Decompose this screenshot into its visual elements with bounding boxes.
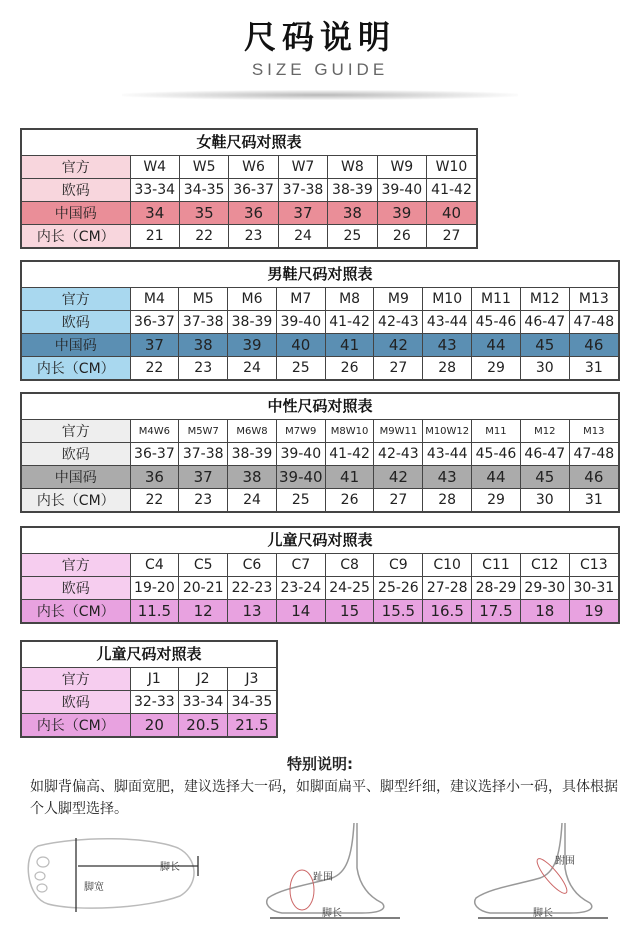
note-text: 如脚背偏高、脚面宽肥，建议选择大一码，如脚面扁平、脚型纤细，建议选择小一码，具体根据个人脚型选择。 (30, 779, 618, 817)
size-cell: 27 (374, 357, 423, 380)
size-cell: 13 (228, 600, 277, 623)
size-cell: 40 (427, 202, 476, 225)
table-row-cn (22, 202, 476, 225)
size-cell: 47-48 (569, 311, 618, 334)
page-title: 尺码说明 (243, 18, 396, 56)
row-label: 内长（CM） (22, 714, 130, 737)
size-cell: 44 (472, 334, 521, 357)
size-cell: M5W7 (179, 420, 228, 443)
size-cell: M11 (472, 420, 521, 443)
size-cell: M13 (569, 288, 618, 311)
mens-size-table (20, 260, 620, 381)
size-cell: 46-47 (520, 311, 569, 334)
size-cell: 26 (377, 225, 426, 248)
womens-size-table (20, 128, 478, 249)
row-label: 欧码 (22, 577, 130, 600)
size-cell: W8 (328, 156, 377, 179)
size-cell: 41 (325, 466, 374, 489)
size-cell: M8W10 (325, 420, 374, 443)
size-cell: 25 (276, 357, 325, 380)
size-cell: M9W11 (374, 420, 423, 443)
size-cell: M5 (179, 288, 228, 311)
size-cell: 24 (228, 489, 277, 512)
size-cell: M10W12 (423, 420, 472, 443)
size-cell: 25 (276, 489, 325, 512)
size-cell: 37-38 (278, 179, 327, 202)
size-cell: 27 (374, 489, 423, 512)
size-cell: M12 (520, 420, 569, 443)
note-title: 特别说明: (287, 755, 353, 773)
size-cell: 43 (423, 334, 472, 357)
size-cell: 42-43 (374, 311, 423, 334)
size-cell: 41 (325, 334, 374, 357)
size-cell: 34-35 (179, 179, 228, 202)
size-cell: 21.5 (227, 714, 276, 737)
size-cell: 23 (179, 357, 228, 380)
size-cell: J1 (130, 668, 179, 691)
foot-width-label: 脚宽 (84, 882, 104, 893)
row-label: 欧码 (22, 443, 130, 466)
size-cell: 22 (130, 357, 179, 380)
size-cell: C7 (276, 554, 325, 577)
foot-length-label-2: 脚长 (322, 908, 342, 919)
size-cell: 37 (179, 466, 228, 489)
size-cell: 43-44 (423, 443, 472, 466)
size-cell: 24 (228, 357, 277, 380)
row-label: 官方 (22, 288, 130, 311)
size-cell: 37 (278, 202, 327, 225)
size-cell: 26 (325, 489, 374, 512)
row-label: 内长（CM） (22, 357, 130, 380)
size-cell: W5 (179, 156, 228, 179)
size-cell: 11.5 (130, 600, 179, 623)
size-cell: C9 (374, 554, 423, 577)
size-cell: 38-39 (328, 179, 377, 202)
size-cell: 24-25 (325, 577, 374, 600)
foot-length-label-3: 脚长 (533, 908, 553, 919)
size-cell: 42 (374, 466, 423, 489)
size-cell: C10 (423, 554, 472, 577)
size-cell: 39-40 (276, 311, 325, 334)
size-cell: 36-37 (130, 443, 179, 466)
kids-size-table-j (20, 640, 278, 738)
size-cell: W10 (427, 156, 476, 179)
size-cell: 38 (179, 334, 228, 357)
size-cell: M4 (130, 288, 179, 311)
size-cell: 29 (472, 357, 521, 380)
size-cell: 28 (423, 489, 472, 512)
size-cell: 12 (179, 600, 228, 623)
size-cell: 36 (229, 202, 278, 225)
size-cell: 30 (520, 489, 569, 512)
size-cell: 23-24 (276, 577, 325, 600)
table-row-eu (22, 311, 618, 334)
size-cell: 39 (377, 202, 426, 225)
size-cell: 38-39 (228, 443, 277, 466)
size-cell: 28-29 (472, 577, 521, 600)
size-cell: 39 (228, 334, 277, 357)
size-cell: 46 (569, 466, 618, 489)
size-cell: 38-39 (228, 311, 277, 334)
table-row-eu (22, 691, 276, 714)
size-cell: C6 (228, 554, 277, 577)
size-cell: 37-38 (179, 443, 228, 466)
table-row-length (22, 489, 618, 512)
table-row-official (22, 554, 618, 577)
size-cell: 44 (472, 466, 521, 489)
table-row-eu (22, 443, 618, 466)
size-cell: W6 (229, 156, 278, 179)
size-cell: 43-44 (423, 311, 472, 334)
size-cell: 27-28 (423, 577, 472, 600)
size-cell: 41-42 (325, 443, 374, 466)
size-cell: 37 (130, 334, 179, 357)
size-cell: M8 (325, 288, 374, 311)
size-cell: 16.5 (423, 600, 472, 623)
size-cell: 37-38 (179, 311, 228, 334)
size-cell: C8 (325, 554, 374, 577)
row-label: 官方 (22, 668, 130, 691)
size-cell: M9 (374, 288, 423, 311)
size-cell: 39-40 (276, 466, 325, 489)
table-title: 中性尺码对照表 (22, 394, 618, 420)
size-cell: 22 (130, 489, 179, 512)
size-cell: 36-37 (130, 311, 179, 334)
size-cell: 45-46 (472, 443, 521, 466)
size-cell: 30 (520, 357, 569, 380)
unisex-size-table (20, 392, 620, 513)
size-cell: 40 (276, 334, 325, 357)
size-cell: M12 (520, 288, 569, 311)
size-cell: 28 (423, 357, 472, 380)
page-subtitle: SIZE GUIDE (251, 60, 389, 79)
size-cell: M13 (569, 420, 618, 443)
size-cell: 20-21 (179, 577, 228, 600)
foot-top-view-figure (18, 826, 208, 926)
size-cell: 29-30 (520, 577, 569, 600)
size-cell: 20 (130, 714, 179, 737)
size-cell: C4 (130, 554, 179, 577)
row-label: 官方 (22, 554, 130, 577)
size-cell: 33-34 (130, 179, 179, 202)
size-cell: M6 (228, 288, 277, 311)
size-cell: M4W6 (130, 420, 179, 443)
row-label: 官方 (22, 420, 130, 443)
size-cell: 45 (520, 334, 569, 357)
size-cell: 42-43 (374, 443, 423, 466)
size-cell: 30-31 (569, 577, 618, 600)
size-cell: 45-46 (472, 311, 521, 334)
size-cell: M7 (276, 288, 325, 311)
size-cell: 46-47 (520, 443, 569, 466)
table-row-cn (22, 334, 618, 357)
size-cell: 23 (179, 489, 228, 512)
size-cell: J2 (179, 668, 228, 691)
kids-size-table-c (20, 526, 620, 624)
size-cell: C13 (569, 554, 618, 577)
size-cell: 34 (130, 202, 179, 225)
size-cell: J3 (227, 668, 276, 691)
row-label: 欧码 (22, 691, 130, 714)
size-cell: 41-42 (325, 311, 374, 334)
size-cell: 47-48 (569, 443, 618, 466)
row-label: 内长（CM） (22, 600, 130, 623)
size-cell: 35 (179, 202, 228, 225)
size-cell: 38 (228, 466, 277, 489)
table-title: 女鞋尺码对照表 (22, 130, 476, 156)
size-cell: 25 (328, 225, 377, 248)
size-cell: 46 (569, 334, 618, 357)
size-cell: W4 (130, 156, 179, 179)
size-cell: 23 (229, 225, 278, 248)
table-row-eu (22, 179, 476, 202)
size-cell: 21 (130, 225, 179, 248)
row-label: 中国码 (22, 202, 130, 225)
table-row-length (22, 225, 476, 248)
size-cell: 22-23 (228, 577, 277, 600)
size-cell: 26 (325, 357, 374, 380)
size-cell: 34-35 (227, 691, 276, 714)
size-cell: 19-20 (130, 577, 179, 600)
row-label: 内长（CM） (22, 225, 130, 248)
toe-girth-label: 趾围 (313, 872, 333, 883)
size-cell: 36 (130, 466, 179, 489)
size-cell: 24 (278, 225, 327, 248)
size-cell: M6W8 (228, 420, 277, 443)
size-cell: 29 (472, 489, 521, 512)
size-cell: 17.5 (472, 600, 521, 623)
size-cell: 27 (427, 225, 476, 248)
size-cell: M11 (472, 288, 521, 311)
size-cell: 31 (569, 357, 618, 380)
table-row-official (22, 288, 618, 311)
row-label: 中国码 (22, 334, 130, 357)
size-cell: 22 (179, 225, 228, 248)
table-row-official (22, 420, 618, 443)
size-cell: 15 (325, 600, 374, 623)
size-cell: 45 (520, 466, 569, 489)
table-row-length (22, 600, 618, 623)
table-row-eu (22, 577, 618, 600)
row-label: 官方 (22, 156, 130, 179)
table-title: 儿童尺码对照表 (22, 528, 618, 554)
size-cell: 43 (423, 466, 472, 489)
instep-girth-label: 跗围 (555, 856, 575, 867)
size-cell: 14 (276, 600, 325, 623)
table-title: 儿童尺码对照表 (22, 642, 276, 668)
row-label: 欧码 (22, 311, 130, 334)
row-label: 欧码 (22, 179, 130, 202)
table-row-length (22, 714, 276, 737)
table-row-official (22, 668, 276, 691)
size-cell: C12 (520, 554, 569, 577)
size-cell: 36-37 (229, 179, 278, 202)
foot-length-label: 脚长 (160, 862, 180, 873)
table-title: 男鞋尺码对照表 (22, 262, 618, 288)
size-cell: W9 (377, 156, 426, 179)
size-cell: 15.5 (374, 600, 423, 623)
size-cell: 42 (374, 334, 423, 357)
table-row-cn (22, 466, 618, 489)
row-label: 内长（CM） (22, 489, 130, 512)
size-cell: 20.5 (179, 714, 228, 737)
table-row-length (22, 357, 618, 380)
size-cell: C5 (179, 554, 228, 577)
size-cell: 33-34 (179, 691, 228, 714)
size-cell: W7 (278, 156, 327, 179)
row-label: 中国码 (22, 466, 130, 489)
size-cell: M7W9 (276, 420, 325, 443)
size-cell: 32-33 (130, 691, 179, 714)
size-cell: 38 (328, 202, 377, 225)
table-row-official (22, 156, 476, 179)
size-cell: 39-40 (377, 179, 426, 202)
size-cell: 19 (569, 600, 618, 623)
size-cell: 31 (569, 489, 618, 512)
size-cell: 25-26 (374, 577, 423, 600)
size-cell: M10 (423, 288, 472, 311)
size-cell: 39-40 (276, 443, 325, 466)
header-shadow-divider (122, 90, 518, 100)
size-cell: 41-42 (427, 179, 476, 202)
size-cell: 18 (520, 600, 569, 623)
size-cell: C11 (472, 554, 521, 577)
